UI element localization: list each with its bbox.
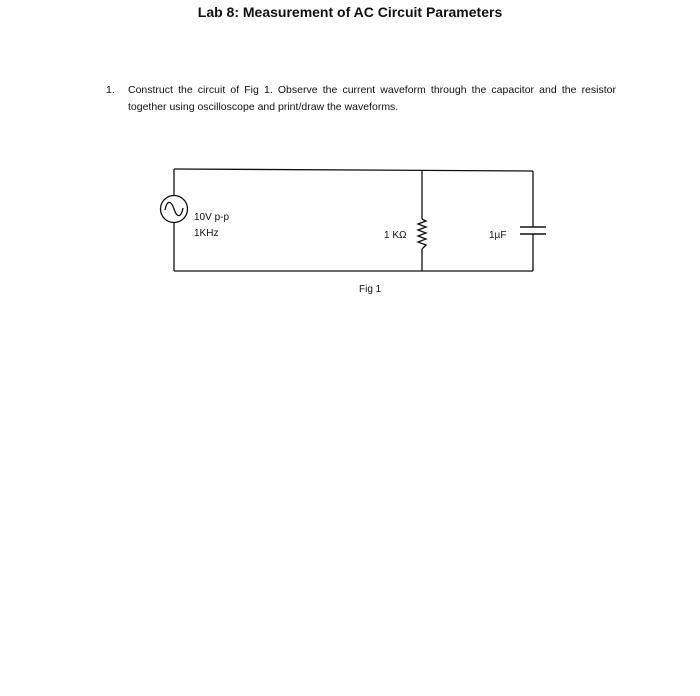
ac-source-icon	[161, 196, 188, 223]
top-wire	[174, 169, 533, 171]
source-voltage-label: 10V p-p	[194, 212, 230, 223]
page-title: Lab 8: Measurement of AC Circuit Parameters	[197, 4, 503, 20]
question-1	[106, 82, 616, 116]
question-text: Construct the circuit of Fig 1. Observe the current waveform through the capacitor and the resistor together using oscilloscope and print/draw the waveforms.	[128, 84, 616, 113]
capacitor-value-label: 1µF	[489, 230, 507, 241]
figure-caption: Fig 1	[359, 284, 382, 295]
question-number: 1.	[106, 84, 115, 96]
capacitor-icon	[520, 227, 546, 234]
resistor-icon	[418, 219, 426, 249]
source-frequency-label: 1KHz	[194, 228, 219, 239]
resistor-value-label: 1 KΩ	[384, 230, 407, 241]
